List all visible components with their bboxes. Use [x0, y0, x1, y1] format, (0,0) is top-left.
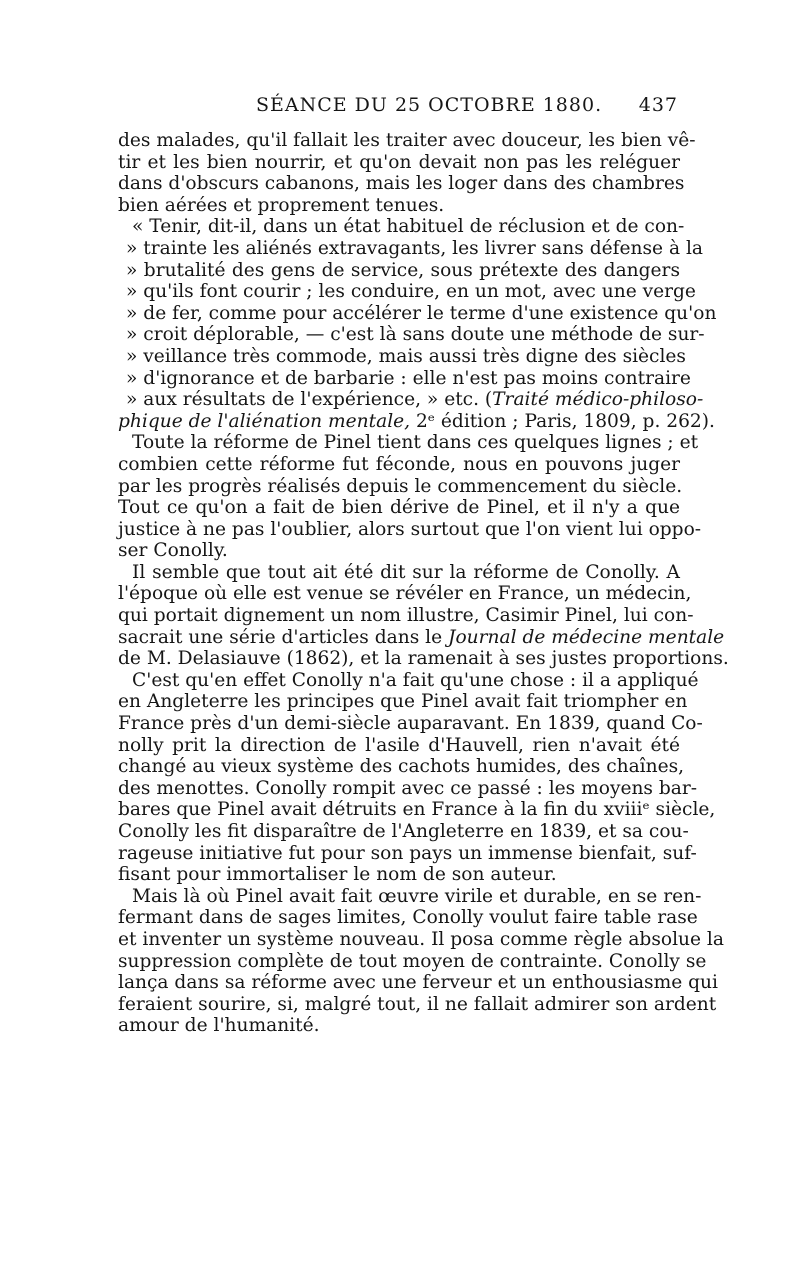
quote-text: » aux résultats de l'expérience, » etc. ( — [126, 389, 493, 411]
text-line: et inventer un système nouveau. Il posa comme règle absolue la — [118, 928, 724, 950]
text-line: combien cette réforme fut féconde, nous en pouvons juger — [118, 453, 680, 475]
quote-line: » d'ignorance et de barbarie : elle n'est pas moins contraire — [126, 367, 691, 389]
quote-line — [118, 389, 704, 411]
text-line: C'est qu'en effet Conolly n'a fait qu'une chose : il a appliqué — [132, 669, 699, 691]
text-line: des malades, qu'il fallait les traiter avec douceur, les bien vê- — [118, 130, 696, 151]
quote-line: » trainte les aliénés extravagants, les livrer sans défense à la — [126, 237, 703, 259]
text-line: bien aérées et proprement tenues. — [118, 194, 445, 216]
running-head — [118, 94, 678, 122]
quote-line: » de fer, comme pour accélérer le terme d'une existence qu'on — [126, 302, 717, 324]
text-line: changé au vieux système des cachots humides, des chaînes, — [118, 756, 685, 778]
text-line: ser Conolly. — [118, 540, 228, 562]
text-fragment: sacrait une série d'articles dans le — [118, 626, 449, 648]
quote-line: » croit déplorable, — c'est là sans doute une méthode de sur- — [126, 324, 705, 346]
text-line: Tout ce qu'on a fait de bien dérive de Pinel, et il n'y a que — [118, 497, 680, 519]
text-line: qui portait dignement un nom illustre, Casimir Pinel, lui con- — [118, 605, 694, 627]
text-line: nolly prit la direction de l'asile d'Hauvell, rien n'avait été — [118, 734, 680, 756]
text-line: en Angleterre les principes que Pinel avait fait triompher en — [118, 691, 688, 713]
quote-line: » qu'ils font courir ; les conduire, en un mot, avec une verge — [126, 281, 696, 303]
text-line: bares que Pinel avait détruits en France à la fin du xviiiᵉ siècle, — [118, 799, 716, 821]
journal-title: Journal de médecine mentale — [448, 626, 725, 648]
text-line: fermant dans de sages limites, Conolly voulut faire table rase — [118, 907, 698, 929]
page-number: 437 — [638, 94, 678, 116]
text-line: justice à ne pas l'oublier, alors surtout que l'on vient lui oppo- — [118, 518, 702, 540]
text-line: Toute la réforme de Pinel tient dans ces quelques lignes ; et — [132, 432, 699, 454]
text-line: suppression complète de tout moyen de contrainte. Conolly se — [118, 950, 707, 972]
text-line: lança dans sa réforme avec une ferveur et un enthousiasme qui — [118, 972, 718, 994]
text-line: amour de l'humanité. — [118, 1015, 320, 1037]
text-line: dans d'obscurs cabanons, mais les loger dans des chambres — [118, 173, 685, 195]
citation-title: phique de l'aliénation mentale, — [118, 410, 411, 432]
text-line: rageuse initiative fut pour son pays un immense bienfait, suf- — [118, 842, 697, 864]
text-line — [118, 626, 725, 649]
citation-line — [118, 410, 715, 433]
running-head-title: SÉANCE DU 25 OCTOBRE 1880. — [256, 94, 603, 116]
text-line: tir et les bien nourrir, et qu'on devait non pas les reléguer — [118, 151, 680, 173]
text-line: Il semble que tout ait été dit sur la réforme de Conolly. A — [132, 561, 680, 583]
text-line: Mais là où Pinel avait fait œuvre virile et durable, en se ren- — [132, 885, 702, 907]
citation-title: Traité médico-philoso- — [492, 389, 704, 411]
text-line: par les progrès réalisés depuis le commencement du siècle. — [118, 475, 683, 497]
text-line: feraient sourire, si, malgré tout, il ne fallait admirer son ardent — [118, 993, 717, 1015]
quote-line: » brutalité des gens de service, sous prétexte des dangers — [126, 259, 680, 281]
quote-line: » veillance très commode, mais aussi très digne des siècles — [126, 345, 686, 367]
body-text — [118, 130, 729, 1037]
citation-details: 2ᵉ édition ; Paris, 1809, p. 262). — [410, 410, 715, 432]
text-line: l'époque où elle est venue se révéler en France, un médecin, — [118, 583, 692, 605]
text-line: Conolly les fit disparaître de l'Angleterre en 1839, et sa cou- — [118, 821, 689, 842]
text-line: de M. Delasiauve (1862), et la ramenait à ses justes proportions. — [118, 648, 729, 670]
text-line: des menottes. Conolly rompit avec ce passé : les moyens bar- — [118, 777, 698, 799]
text-line: fisant pour immortaliser le nom de son auteur. — [118, 864, 557, 886]
text-line: France près d'un demi-siècle auparavant. En 1839, quand Co- — [118, 713, 703, 735]
quote-line: « Tenir, dit-il, dans un état habituel de réclusion et de con- — [132, 216, 685, 238]
